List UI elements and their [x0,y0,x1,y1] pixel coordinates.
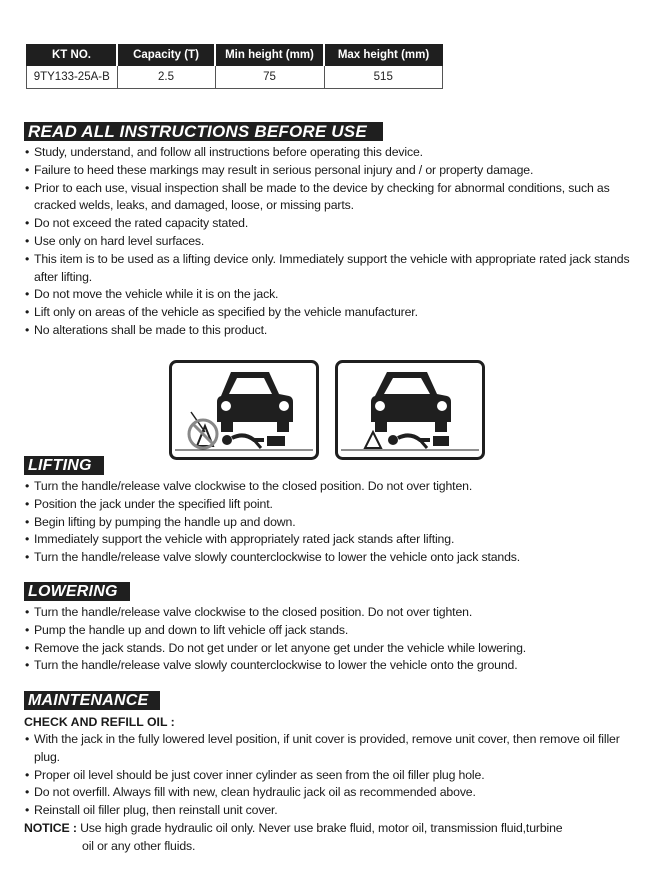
notice [24,820,635,856]
list-item: • Position the jack under the specified lift point. [24,496,635,514]
list-item: • Immediately support the vehicle with appropriately rated jack stands after lifting. [24,531,635,549]
notice-label: NOTICE : [24,820,77,835]
list-item: • Turn the handle/release valve slowly counterclockwise to lower the vehicle onto the ground. [24,657,635,675]
lowering-section [24,582,635,675]
list-item: • Proper oil level should be just cover inner cylinder as seen from the oil filler plug hole. [24,767,635,785]
cell-min-height: 75 [215,66,324,89]
header-kt-no: KT NO. [27,45,118,66]
spec-table [26,44,443,89]
lifting-heading: LIFTING [24,456,104,475]
list-item: • Lift only on areas of the vehicle as specified by the vehicle manufacturer. [24,304,635,322]
maintenance-section [24,691,635,856]
cell-kt-no: 9TY133-25A-B [27,66,118,89]
check-refill-subheading: CHECK AND REFILL OIL : [24,715,175,729]
maintenance-heading: MAINTENANCE [24,691,160,710]
list-item: • Turn the handle/release valve clockwise to the closed position. Do not over tighten. [24,604,635,622]
table-row [27,66,443,89]
lowering-heading: LOWERING [24,582,130,601]
cell-max-height: 515 [324,66,443,89]
notice-text-cont: oil or any other fluids. [82,838,196,853]
list-item: • Prior to each use, visual inspection shall be made to the device by checking for abnormal conditions, such as cracked welds, leaks, and damaged, loose, or missing parts. [24,180,635,216]
list-item: • Turn the handle/release valve clockwise to the closed position. Do not over tighten. [24,478,635,496]
list-item: • Remove the jack stands. Do not get under or let anyone get under the vehicle while lowering. [24,640,635,658]
lifting-section [24,456,635,567]
read-all-list [24,144,635,340]
spec-table-header [27,45,443,66]
list-item: • Use only on hard level surfaces. [24,233,635,251]
header-min-height: Min height (mm) [215,45,324,66]
list-item: • Do not exceed the rated capacity stated. [24,215,635,233]
list-item: • Study, understand, and follow all instructions before operating this device. [24,144,635,162]
list-item: • Begin lifting by pumping the handle up and down. [24,514,635,532]
read-all-heading: READ ALL INSTRUCTIONS BEFORE USE [24,122,383,141]
lowering-list [24,604,635,675]
notice-text: Use high grade hydraulic oil only. Never use brake fluid, motor oil, transmission fluid,turbine [80,820,563,835]
list-item: • Reinstall oil filler plug, then reinstall unit cover. [24,802,635,820]
warning-prohibited-under-vehicle-icon [169,360,319,460]
list-item: • Turn the handle/release valve slowly counterclockwise to lower the vehicle onto jack stands. [24,549,635,567]
list-item: • Pump the handle up and down to lift vehicle off jack stands. [24,622,635,640]
list-item: • Do not move the vehicle while it is on the jack. [24,286,635,304]
list-item: • With the jack in the fully lowered level position, if unit cover is provided, remove unit cover, then remove oil filler plug. [24,731,635,767]
cell-capacity: 2.5 [117,66,215,89]
list-item: • This item is to be used as a lifting device only. Immediately support the vehicle with appropriate rated jack stands after lifting. [24,251,635,287]
read-all-section [24,122,635,340]
header-max-height: Max height (mm) [324,45,443,66]
list-item: • Failure to heed these markings may result in serious personal injury and / or property damage. [24,162,635,180]
list-item: • Do not overfill. Always fill with new, clean hydraulic jack oil as recommended above. [24,784,635,802]
maintenance-list [24,731,635,820]
warning-figures [169,360,489,460]
list-item: • No alterations shall be made to this product. [24,322,635,340]
warning-under-vehicle-on-jack-icon [335,360,485,460]
lifting-list [24,478,635,567]
header-capacity: Capacity (T) [117,45,215,66]
